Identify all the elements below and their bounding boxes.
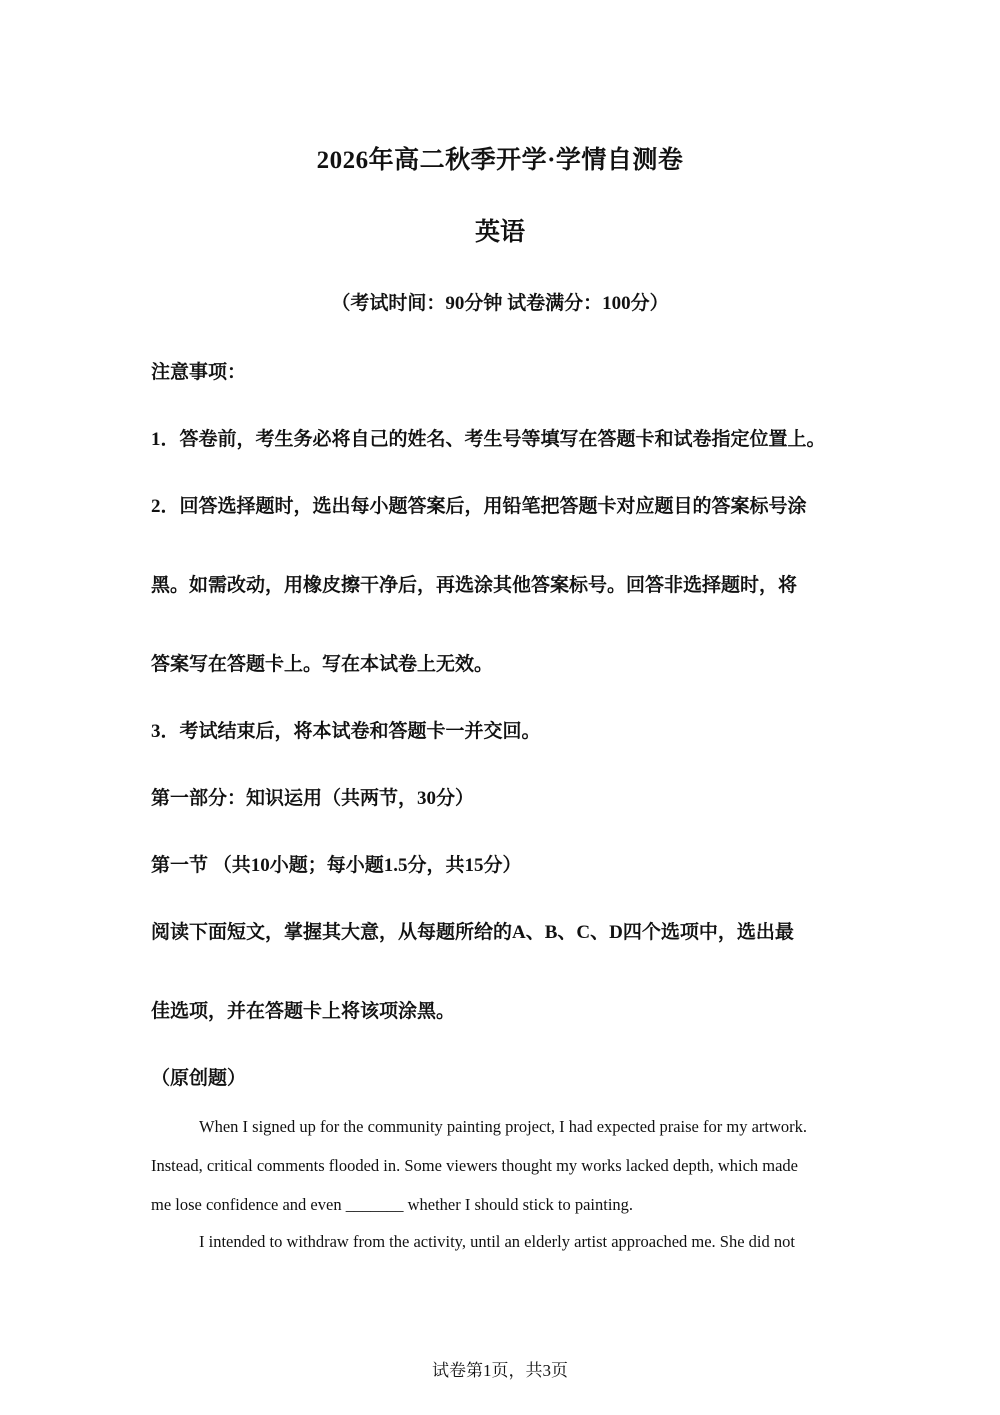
subject-title: 英语 — [474, 219, 525, 246]
page-footer: 试卷第1页，共3页 — [432, 1361, 568, 1380]
source-tag: （原创题） — [151, 1068, 247, 1089]
instruction-line-2: 佳选项，并在答题卡上将该项涂黑。 — [151, 1001, 456, 1022]
notice-item-3: 3．考试结束后，将本试卷和答题卡一并交回。 — [151, 721, 541, 742]
notice-item-2-line-2: 黑。如需改动，用橡皮擦干净后，再选涂其他答案标号。回答非选择题时，将 — [151, 575, 798, 596]
notice-item-2-line-1: 2．回答选择题时，选出每小题答案后，用铅笔把答题卡对应题目的答案标号涂 — [151, 496, 807, 517]
notice-item-2-line-3: 答案写在答题卡上。写在本试卷上无效。 — [151, 654, 494, 675]
instruction-line-1: 阅读下面短文，掌握其大意，从每题所给的A、B、C、D四个选项中，选出最 — [151, 922, 794, 943]
passage-line-2: Instead, critical comments flooded in. Some viewers thought my works lacked depth, which made — [151, 1156, 799, 1175]
section-heading: 第一节 （共10小题；每小题1.5分，共15分） — [151, 855, 522, 876]
notice-heading: 注意事项： — [151, 362, 247, 383]
exam-info: （考试时间：90分钟 试卷满分：100分） — [331, 293, 669, 314]
exam-title: 2026年高二秋季开学·学情自测卷 — [316, 147, 684, 174]
passage-line-4: I intended to withdraw from the activity, until an elderly artist approached me. She did not — [199, 1232, 795, 1251]
passage-line-3: me lose confidence and even _______ whether I should stick to painting. — [151, 1195, 634, 1214]
part-heading: 第一部分：知识运用（共两节，30分） — [151, 788, 475, 809]
notice-item-1: 1．答卷前，考生务必将自己的姓名、考生号等填写在答题卡和试卷指定位置上。 — [151, 429, 826, 450]
passage-line-1: When I signed up for the community painting project, I had expected praise for my artwork. — [199, 1117, 808, 1136]
